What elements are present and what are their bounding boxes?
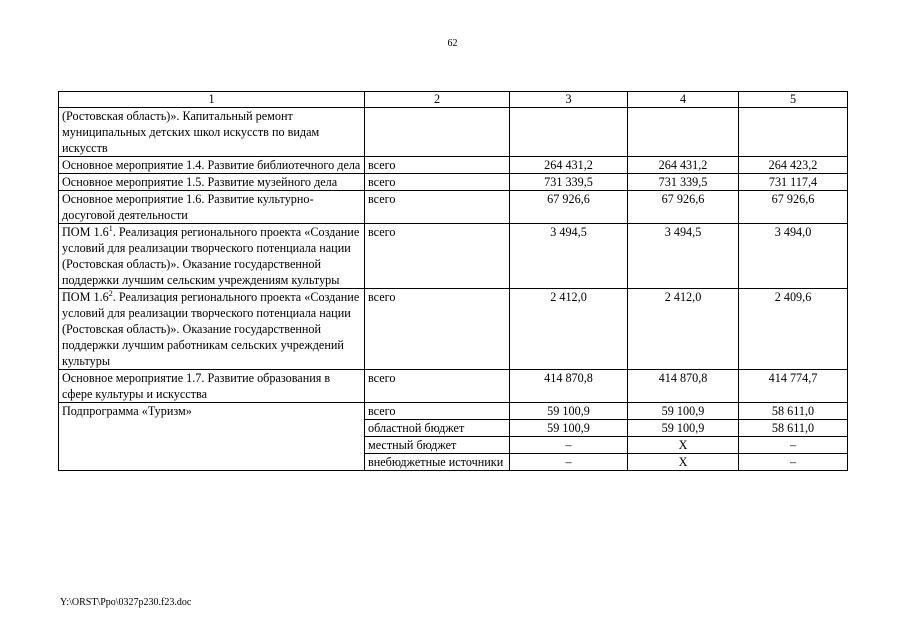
value-col3-cell (510, 108, 628, 157)
row-title-cell: (Ростовская область)». Капитальный ремонт муниципальных детских школ искусств по видам искусств (59, 108, 365, 157)
value-col5-cell: 58 611,0 (739, 420, 848, 437)
funding-source-cell: всего (365, 174, 510, 191)
value-col5-cell: 731 117,4 (739, 174, 848, 191)
value-col5-cell: – (739, 454, 848, 471)
row-title-cell: Основное мероприятие 1.4. Развитие библиотечного дела (59, 157, 365, 174)
value-col3-cell: 264 431,2 (510, 157, 628, 174)
value-col5-cell (739, 108, 848, 157)
row-title-text: . Реализация регионального проекта «Создание условий для реализации творческого потенциала нации (Ростовская область)». Оказание государственной поддержки лучшим работникам сельских учреждений культуры (62, 290, 360, 368)
column-header-3: 3 (510, 92, 628, 108)
value-col5-cell: 3 494,0 (739, 224, 848, 289)
table-row (59, 370, 848, 403)
funding-source-cell: всего (365, 224, 510, 289)
column-header-5: 5 (739, 92, 848, 108)
funding-source-cell: всего (365, 289, 510, 370)
table-row (59, 289, 848, 370)
value-col3-cell: – (510, 437, 628, 454)
column-header-2: 2 (365, 92, 510, 108)
funding-source-cell: областной бюджет (365, 420, 510, 437)
row-title-cell: Основное мероприятие 1.6. Развитие культурно-досуговой деятельности (59, 191, 365, 224)
value-col3-cell: 731 339,5 (510, 174, 628, 191)
value-col3-cell: 414 870,8 (510, 370, 628, 403)
value-col3-cell: – (510, 454, 628, 471)
value-col4-cell: Х (628, 437, 739, 454)
row-title-superscript: 1 (108, 223, 113, 233)
column-header-4: 4 (628, 92, 739, 108)
budget-table (58, 91, 848, 471)
funding-source-cell: всего (365, 403, 510, 420)
value-col4-cell: 731 339,5 (628, 174, 739, 191)
table-row (59, 174, 848, 191)
table-row (59, 403, 848, 420)
value-col4-cell: Х (628, 454, 739, 471)
page-number: 62 (447, 38, 458, 49)
value-col5-cell: – (739, 437, 848, 454)
value-col4-cell: 59 100,9 (628, 420, 739, 437)
row-title-cell (59, 289, 365, 370)
value-col3-cell: 59 100,9 (510, 403, 628, 420)
value-col3-cell: 3 494,5 (510, 224, 628, 289)
value-col3-cell: 67 926,6 (510, 191, 628, 224)
value-col4-cell: 59 100,9 (628, 403, 739, 420)
value-col4-cell: 264 431,2 (628, 157, 739, 174)
row-title-superscript: 2 (108, 288, 113, 298)
value-col5-cell: 414 774,7 (739, 370, 848, 403)
funding-source-cell: всего (365, 157, 510, 174)
row-title-prefix: ПОМ 1.6 (62, 290, 109, 304)
table-row (59, 157, 848, 174)
row-title-cell (59, 224, 365, 289)
value-col3-cell: 59 100,9 (510, 420, 628, 437)
funding-source-cell: местный бюджет (365, 437, 510, 454)
value-col5-cell: 58 611,0 (739, 403, 848, 420)
funding-source-cell: всего (365, 370, 510, 403)
row-title-text: . Реализация регионального проекта «Создание условий для реализации творческого потенциала нации (Ростовская область)». Оказание государственной поддержки лучшим сельским учреждениям культуры (62, 225, 360, 287)
funding-source-cell: всего (365, 191, 510, 224)
funding-source-cell: внебюджетные источники (365, 454, 510, 471)
footer-file-path: Y:\ORST\Ppo\0327p230.f23.doc (60, 597, 192, 608)
row-title-prefix: ПОМ 1.6 (62, 225, 109, 239)
value-col4-cell: 3 494,5 (628, 224, 739, 289)
value-col5-cell: 264 423,2 (739, 157, 848, 174)
column-header-row (59, 92, 848, 108)
row-title-cell: Основное мероприятие 1.5. Развитие музейного дела (59, 174, 365, 191)
value-col4-cell: 67 926,6 (628, 191, 739, 224)
row-title-cell: Подпрограмма «Туризм» (59, 403, 365, 471)
value-col3-cell: 2 412,0 (510, 289, 628, 370)
funding-source-cell (365, 108, 510, 157)
value-col4-cell: 2 412,0 (628, 289, 739, 370)
value-col4-cell: 414 870,8 (628, 370, 739, 403)
value-col5-cell: 2 409,6 (739, 289, 848, 370)
table-row (59, 108, 848, 157)
value-col4-cell (628, 108, 739, 157)
row-title-cell: Основное мероприятие 1.7. Развитие образования в сфере культуры и искусства (59, 370, 365, 403)
column-header-1: 1 (59, 92, 365, 108)
table-row (59, 191, 848, 224)
table-row (59, 224, 848, 289)
value-col5-cell: 67 926,6 (739, 191, 848, 224)
